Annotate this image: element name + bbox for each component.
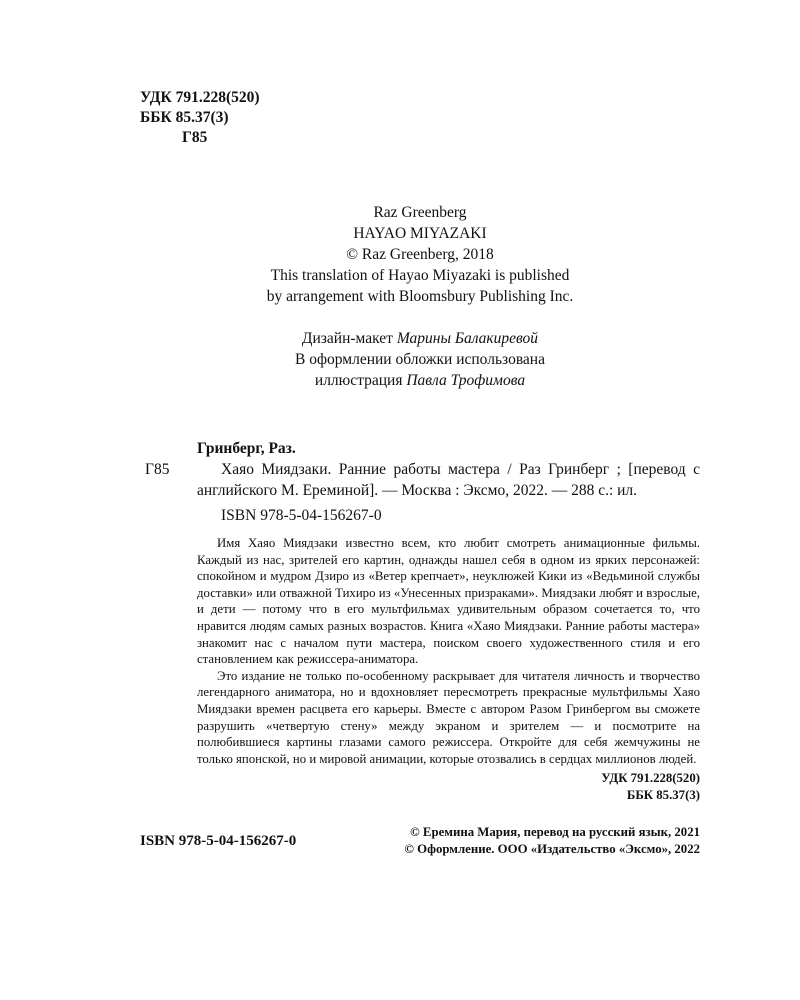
translation-notice-line1: This translation of Hayao Miyazaki is published (270, 267, 570, 284)
footer (140, 824, 700, 858)
design-credit-prefix: Дизайн-макет (301, 330, 397, 347)
publisher-copyright: © Оформление. ООО «Издательство «Эксмо», 2022 (404, 842, 700, 856)
translation-copyright: © Еремина Мария, перевод на русский язык, 2021 (410, 825, 700, 839)
bottom-bbk-code: ББК 85.37(3) (626, 788, 700, 803)
illustrator-name: Павла Трофимова (406, 372, 526, 389)
annotation-paragraph-2: Это издание не только по-особенному раскрывает для читателя личность и творчество легендарного аниматора, но и вдохновляет пересмотреть прекрасные мультфильмы Хаяо Миядзаки времен расцвета его карьеры. Вместе с автором Разом Гринбергом вы сможете разрушить «четвертую стену» между экраном и зрителем — и посмотрите на полюбившиеся картины глазами самого режиссера. Откройте для себя жемчужины не только японской, но и мировой анимации, которые отозвались в сердцах миллионов людей. (197, 668, 700, 766)
catalog-entry-text: Хаяо Миядзаки. Ранние работы мастера / Раз Гринберг ; [перевод с английского М. Ереминой]. — Москва : Эксмо, 2022. — 288 с.: ил. (197, 461, 700, 499)
catalog-entry (145, 459, 700, 501)
design-credits-block (140, 328, 700, 391)
original-copyright-block (140, 202, 700, 307)
bbk-code: ББК 85.37(3) (140, 109, 229, 126)
translation-notice-line2: by arrangement with Bloomsbury Publishing Inc. (266, 288, 574, 305)
annotation-paragraph-1: Имя Хаяо Миядзаки известно всем, кто любит смотреть анимационные фильмы. Каждый из нас, зрителей его картин, однажды нашел себя в одном из ярких персонажей: спокойном и мудром Дзиро из «Ветер крепчает», неуклюжей Кики из «Ведьминой службы доставки» или отважной Тихиро из «Унесенных призраками». Миядзаки любят и взрослые, и дети — потому что в его мультфильмах удивительным образом сочетается то, что нравится людям самых разных возрастов. Книга «Хаяо Миядзаки. Ранние работы мастера» знакомит нас с началом пути мастера, поиском своего художественного стиля и его становлением как режиссера-аниматора. (197, 536, 700, 667)
footer-copyrights (404, 824, 700, 858)
catalog-letter-code: Г85 (182, 129, 208, 146)
catalog-author: Гринберг, Раз. (197, 440, 296, 457)
catalog-isbn: ISBN 978-5-04-156267-0 (221, 507, 382, 524)
design-credit-line (140, 328, 700, 349)
catalog-card (145, 438, 700, 526)
bottom-bibliographic-codes (197, 770, 700, 804)
udk-code: УДК 791.228(520) (140, 89, 260, 106)
annotation (197, 535, 700, 767)
original-author: Raz Greenberg (373, 204, 467, 221)
top-bibliographic-codes (140, 88, 700, 148)
original-copyright: © Raz Greenberg, 2018 (346, 246, 494, 263)
illustration-credit-line (140, 370, 700, 391)
bottom-udk-code: УДК 791.228(520) (601, 771, 700, 786)
designer-name: Марины Балакиревой (396, 330, 539, 347)
illustration-credit-prefix: иллюстрация (314, 372, 407, 389)
catalog-entry-code: Г85 (145, 461, 170, 478)
footer-isbn: ISBN 978-5-04-156267-0 (140, 832, 297, 849)
original-title: HAYAO MIYAZAKI (353, 225, 487, 242)
cover-credit-line: В оформлении обложки использована (295, 351, 545, 368)
